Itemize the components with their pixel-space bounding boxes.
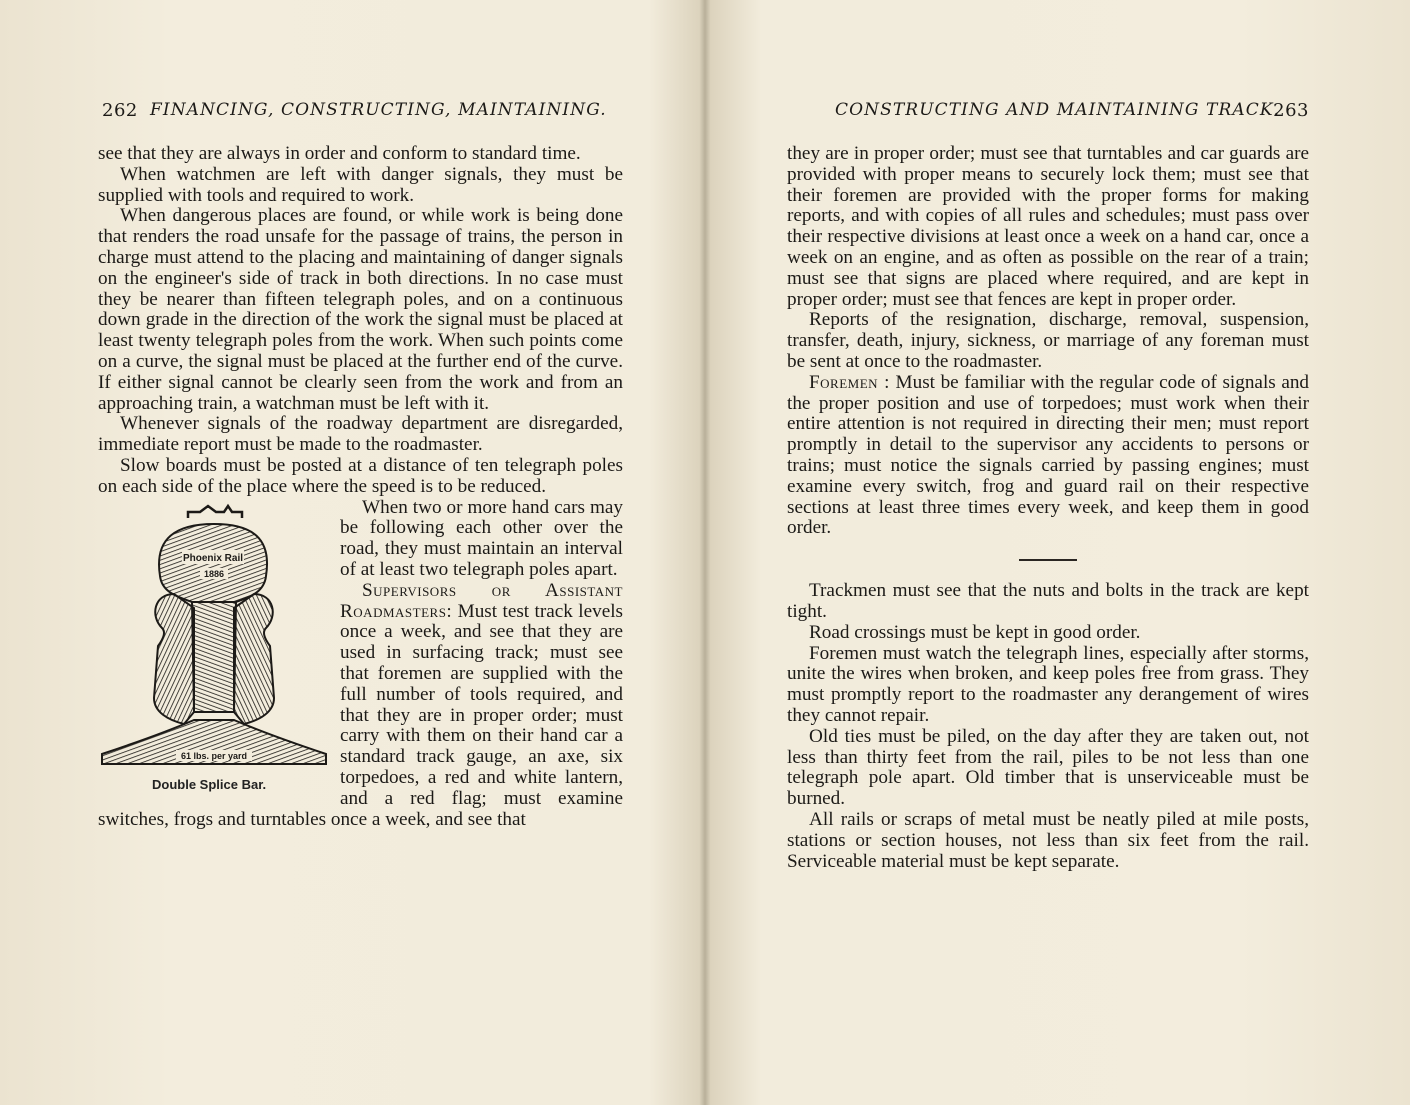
splice-bar-illustration: [96, 498, 332, 770]
paragraph: Foremen must watch the telegraph lines, especially after storms, unite the wires when broken, and keep poles free from grass. They must promptly report to the roadmaster any derangement of wires they cannot repair.: [787, 642, 1309, 726]
rail-brand-label: Phoenix Rail: [182, 552, 244, 564]
running-head-title: FINANCING, CONSTRUCTING, MAINTAINING.: [150, 100, 607, 120]
right-body-text: [787, 144, 1309, 872]
paragraph: Reports of the resignation, discharge, removal, suspension, transfer, death, injury, sickness, or marriage of any foreman must be sent at once to the roadmaster.: [787, 309, 1309, 372]
paragraph: Whenever signals of the roadway department are disregarded, immediate report must be made to the roadmaster.: [98, 413, 623, 456]
left-running-head: [98, 100, 623, 126]
right-page: [787, 0, 1309, 1105]
page-number: 262: [102, 100, 138, 121]
paragraph: All rails or scraps of metal must be neatly piled at mile posts, stations or section houses, not less than six feet from the rail. Serviceable material must be kept separate.: [787, 808, 1309, 872]
running-head-title: CONSTRUCTING AND MAINTAINING TRACK.: [835, 100, 1281, 120]
page-number: 263: [1273, 100, 1309, 121]
left-body-text: [98, 144, 623, 830]
paragraph: see that they are always in order and conform to standard time.: [98, 143, 581, 164]
supervisors-heading: Supervisors or Assistant Roadmasters:: [340, 579, 623, 622]
paragraph: When dangerous places are found, or while work is being done that renders the road unsafe for the passage of trains, the person in charge must attend to the placing and maintaining of danger signals on the engineer's side of track in both directions. In no case must they be nearer than fifteen telegraph poles, and on a continuous down grade in the direction of the work the signal must be placed at least twenty telegraph poles from the work. When such points come on a curve, the signal must be placed at the further end of the curve. If either signal cannot be clearly seen from the work and from an approaching train, a watchman must be left with it.: [98, 205, 623, 414]
foremen-paragraph: [787, 373, 1309, 539]
left-page: [98, 0, 623, 1105]
section-divider: [1019, 559, 1077, 561]
splice-bar-figure: [96, 498, 332, 808]
paragraph: [98, 456, 623, 498]
paragraph: When watchmen are left with danger signals, they must be supplied with tools and required to work.: [98, 163, 623, 206]
right-running-head: [787, 100, 1309, 126]
paragraph: they are in proper order; must see that turntables and car guards are provided with proper means to securely lock them; must see that their foremen are provided with the proper forms for making reports, and with copies of all rules and schedules; must pass over their respective divisions at least once a week on a hand car, once a week on an engine, and as often as possible on the rear of a train; must see that signs are placed where required, and are kept in proper order; must see that fences are kept in proper order.: [787, 143, 1309, 310]
foremen-heading: Foremen :: [809, 371, 890, 393]
rail-weight-label: 61 lbs. per yard: [180, 750, 248, 761]
paragraph: Old ties must be piled, on the day after they are taken out, not less than thirty feet from the rail, piles to be not less than one telegraph pole apart. Old timber that is unserviceable must be burned.: [787, 725, 1309, 810]
paragraph: Trackmen must see that the nuts and bolts in the track are kept tight.: [787, 580, 1309, 622]
paragraph: When two or more hand cars may be following each other over the road, they must maintain an interval of at least two telegraph poles apart.: [340, 496, 623, 580]
rail-year-label: 1886: [203, 568, 225, 579]
figure-caption: Double Splice Bar.: [152, 776, 267, 792]
foremen-text: Must be familiar with the regular code of signals and the proper position and use of torpedoes; must work when their entire attention is not required in directing their men; must report promptly in detail to the supervisor any accidents to persons or trains; must notice the signals carried by passing engines; must examine every switch, frog and guard rail on their respective sections at least three times every week, and keep them in good order.: [787, 371, 1310, 539]
slow-boards-text: Slow boards must be posted at a distance of ten telegraph poles on each side of the place where the speed is to be reduced.: [98, 454, 623, 497]
paragraph: Road crossings must be kept in good order.: [809, 621, 1141, 643]
supervisors-text: Must test track levels once a week, and see that they are used in surfacing track; must see that foremen are supplied with the full number of tools required, and that they are in proper order; must carry with them on their hand car a standard track gauge, an axe, six torpedoes, a red and white lantern, and a red flag; must examine switches, frogs and turntables once a week, and see that: [98, 600, 624, 830]
